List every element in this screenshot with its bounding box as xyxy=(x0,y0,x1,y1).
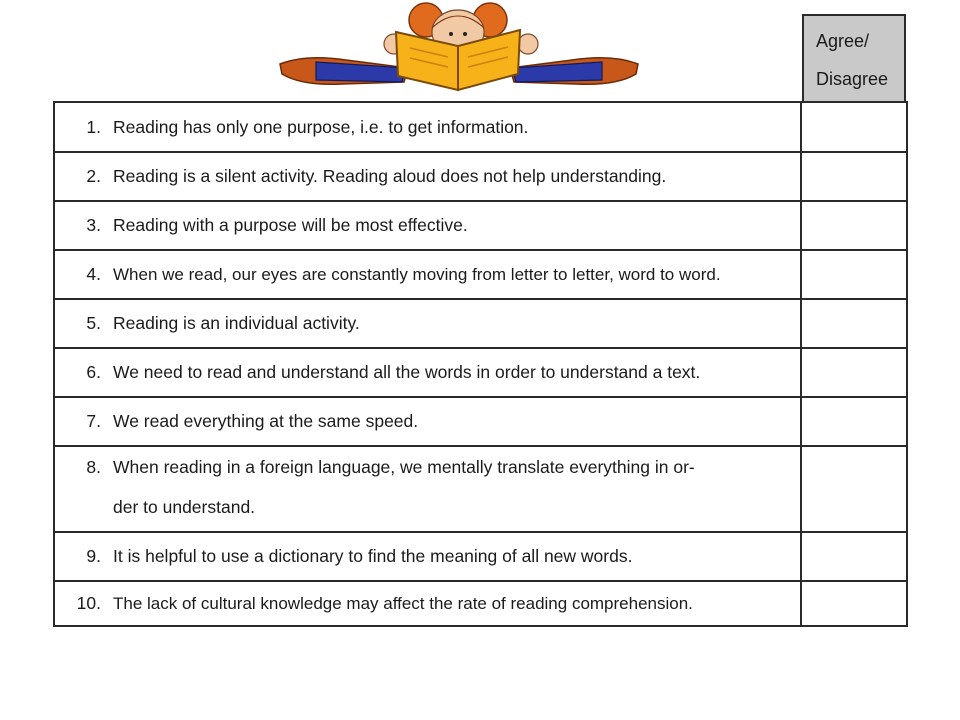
header-disagree-label: Disagree xyxy=(816,69,889,89)
answer-cell[interactable] xyxy=(802,582,906,625)
statement-text-line1: When reading in a foreign language, we mentally translate everything in or- xyxy=(113,457,695,477)
statement-text: When we read, our eyes are constantly moving from letter to letter, word to word. xyxy=(113,264,721,284)
statement-text-line2: der to understand. xyxy=(113,497,256,517)
statement-text: Reading is a silent activity. Reading aloud does not help understanding. xyxy=(113,166,667,186)
answer-cell[interactable] xyxy=(802,251,906,298)
statement-cell xyxy=(55,533,802,580)
table-row xyxy=(55,580,906,625)
answer-cell[interactable] xyxy=(802,447,906,531)
table-row xyxy=(55,396,906,445)
row-number: 9. xyxy=(86,546,101,566)
answer-cell[interactable] xyxy=(802,533,906,580)
table-row xyxy=(55,249,906,298)
statement-text: We read everything at the same speed. xyxy=(113,411,419,431)
row-number: 3. xyxy=(86,215,101,235)
table-row xyxy=(55,298,906,347)
statement-cell xyxy=(55,582,802,625)
statement-cell xyxy=(55,300,802,347)
statement-text: We need to read and understand all the words in order to understand a text. xyxy=(113,362,701,382)
row-number: 6. xyxy=(86,362,101,382)
row-number: 8. xyxy=(86,457,101,477)
statement-cell xyxy=(55,447,802,531)
statement-cell xyxy=(55,153,802,200)
row-number: 2. xyxy=(86,166,101,186)
answer-cell[interactable] xyxy=(802,300,906,347)
row-number: 7. xyxy=(86,411,101,431)
statements-table xyxy=(53,101,908,627)
table-row xyxy=(55,103,906,151)
row-number: 4. xyxy=(86,264,101,284)
answer-cell[interactable] xyxy=(802,153,906,200)
statement-text: It is helpful to use a dictionary to find the meaning of all new words. xyxy=(113,546,633,566)
statement-cell xyxy=(55,251,802,298)
statement-cell xyxy=(55,103,802,151)
answer-cell[interactable] xyxy=(802,103,906,151)
header-agree-label: Agree/ xyxy=(816,31,870,51)
table-row xyxy=(55,445,906,531)
statement-text xyxy=(113,447,800,527)
statement-cell xyxy=(55,349,802,396)
table-row xyxy=(55,531,906,580)
answer-cell[interactable] xyxy=(802,398,906,445)
statement-text: Reading with a purpose will be most effective. xyxy=(113,215,468,235)
agree-disagree-header xyxy=(802,14,906,102)
table-row xyxy=(55,347,906,396)
statement-cell xyxy=(55,398,802,445)
girl-reading-book-clipart xyxy=(276,2,642,94)
statement-cell xyxy=(55,202,802,249)
row-number: 5. xyxy=(86,313,101,333)
row-number: 1. xyxy=(86,116,101,137)
statement-text: Reading has only one purpose, i.e. to get information. xyxy=(113,116,529,137)
table-row xyxy=(55,200,906,249)
row-number: 10. xyxy=(76,593,101,613)
statement-text: Reading is an individual activity. xyxy=(113,313,360,333)
answer-cell[interactable] xyxy=(802,349,906,396)
table-row xyxy=(55,151,906,200)
answer-cell[interactable] xyxy=(802,202,906,249)
statement-text: The lack of cultural knowledge may affect the rate of reading comprehension. xyxy=(113,593,693,613)
